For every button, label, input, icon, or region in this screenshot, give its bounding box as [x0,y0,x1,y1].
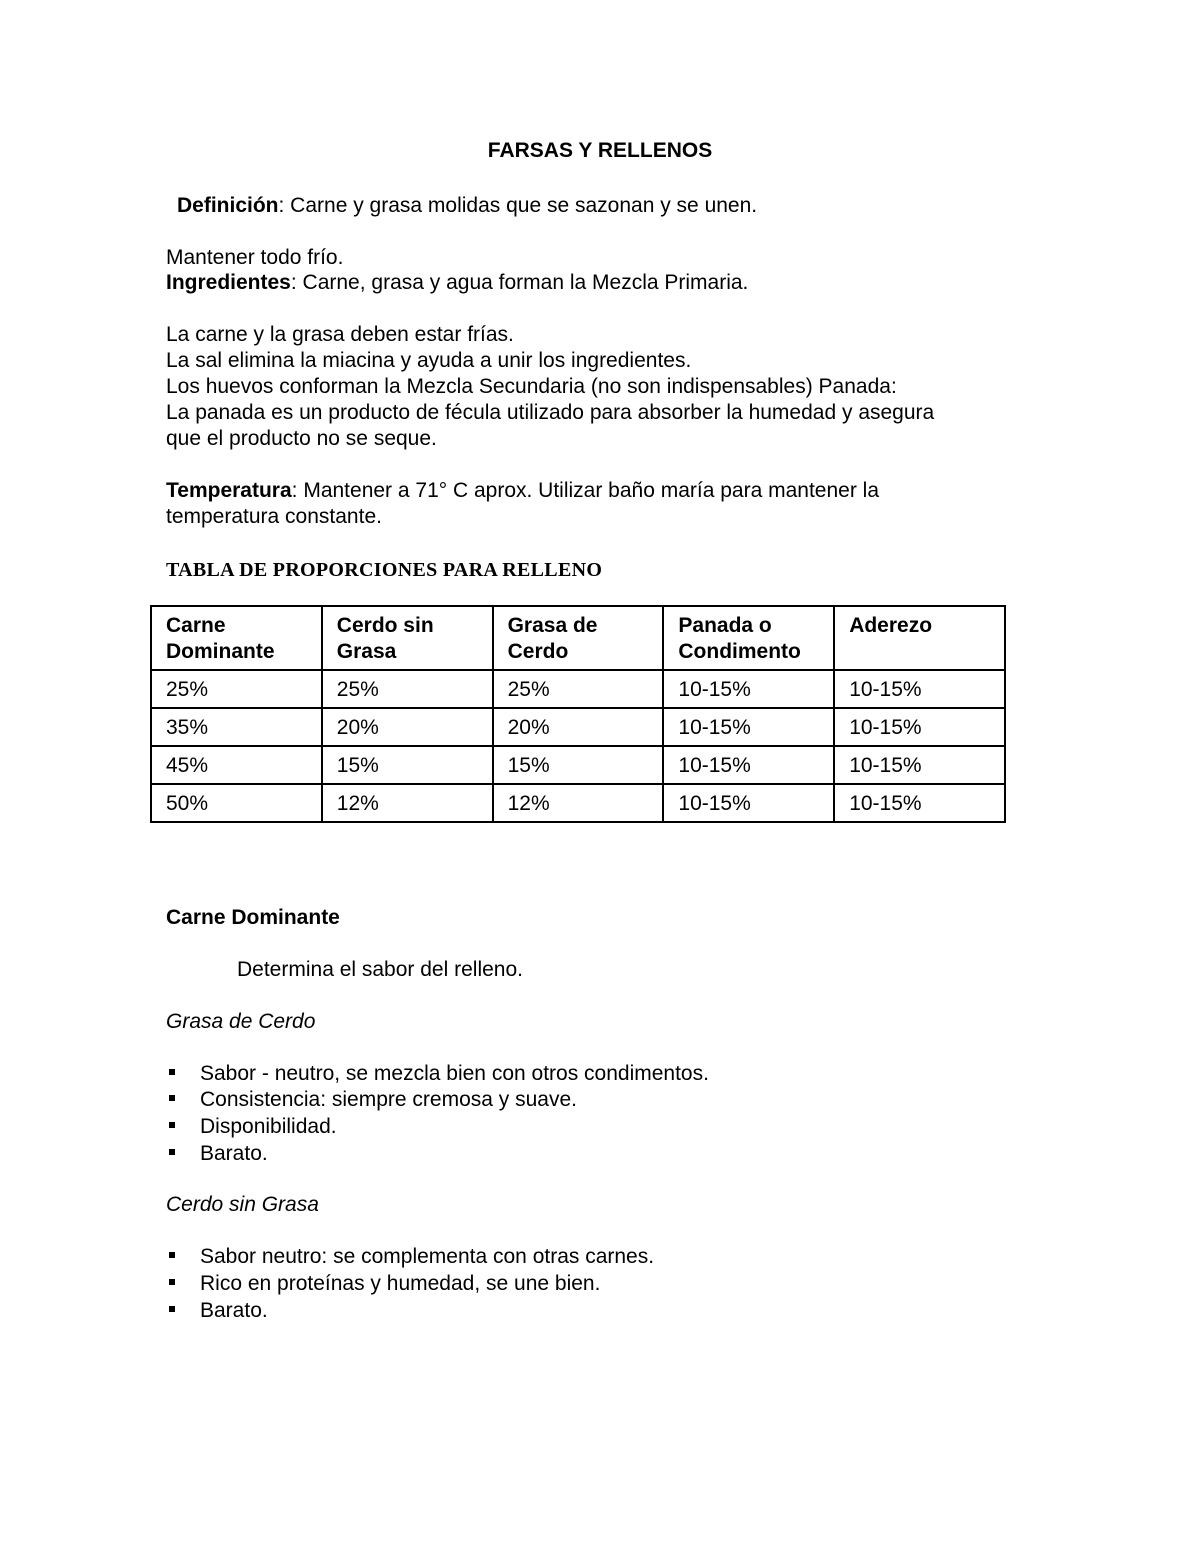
table-cell: 10-15% [834,670,1005,708]
temperature-line [166,478,879,504]
table-cell: 10-15% [663,784,834,822]
paragraph-line: La carne y la grasa deben estar frías. [166,323,514,346]
table-cell: 12% [322,784,493,822]
table-cell: 20% [493,708,664,746]
temperature-text: : Mantener a 71° C aprox. Utilizar baño maría para mantener la [291,479,880,502]
ingredients-line [166,270,748,296]
table-cell: 50% [151,784,322,822]
keep-cold-line: Mantener todo frío. [166,246,344,269]
table-cell: 20% [322,708,493,746]
header-cell: Aderezo [834,606,1005,670]
table-cell: 15% [322,746,493,784]
table-cell: 10-15% [834,746,1005,784]
definition-label: Definición [177,194,279,217]
list-item: Barato. [200,1299,268,1322]
definition-text: : Carne y grasa molidas que se sazonan y se unen. [278,194,758,217]
section-heading-grasa-de-cerdo: Grasa de Cerdo [166,1010,316,1033]
table-cell: 25% [322,670,493,708]
table-cell: 12% [493,784,664,822]
bullet-icon [169,1306,175,1312]
temperature-label: Temperatura [166,479,292,502]
paragraph-line: que el producto no se seque. [166,427,437,450]
table-cell: 35% [151,708,322,746]
bullet-icon [169,1069,175,1075]
table-cell: 10-15% [834,708,1005,746]
definition-line [177,193,757,219]
table-row [151,708,1005,746]
section-heading-carne-dominante: Carne Dominante [166,906,340,929]
paragraph-line: La panada es un producto de fécula utilizado para absorber la humedad y asegura [166,401,935,424]
bullet-icon [169,1095,175,1101]
list-item: Sabor neutro: se complementa con otras carnes. [200,1245,655,1268]
page-title: FARSAS Y RELLENOS [487,139,713,162]
header-cell: Grasa de Cerdo [493,606,664,670]
header-cell: Panada o Condimento [663,606,834,670]
proportions-table [150,605,1006,823]
bullet-icon [169,1149,175,1155]
table-header-row [151,606,1005,670]
table-cell: 15% [493,746,664,784]
bullet-icon [169,1122,175,1128]
paragraph-line: Los huevos conforman la Mezcla Secundaria (no son indispensables) Panada: [166,375,897,398]
list-item: Consistencia: siempre cremosa y suave. [200,1088,577,1111]
ingredients-text: : Carne, grasa y agua forman la Mezcla Primaria. [290,271,749,294]
list-item: Sabor - neutro, se mezcla bien con otros condimentos. [200,1062,709,1085]
bullet-icon [169,1279,175,1285]
paragraph-line: La sal elimina la miacina y ayuda a unir los ingredientes. [166,349,692,372]
table-row [151,784,1005,822]
temperature-line-2: temperatura constante. [166,505,382,528]
table-cell: 10-15% [663,708,834,746]
bullet-icon [169,1252,175,1258]
list-item: Barato. [200,1142,268,1165]
list-item: Disponibilidad. [200,1115,337,1138]
table-cell: 10-15% [834,784,1005,822]
table-cell: 45% [151,746,322,784]
table-cell: 25% [151,670,322,708]
header-cell: Cerdo sin Grasa [322,606,493,670]
list-item: Rico en proteínas y humedad, se une bien. [200,1272,601,1295]
table-title: TABLA DE PROPORCIONES PARA RELLENO [166,559,603,581]
table-cell: 25% [493,670,664,708]
table-cell: 10-15% [663,670,834,708]
table-cell: 10-15% [663,746,834,784]
table-row [151,746,1005,784]
header-cell: Carne Dominante [151,606,322,670]
carne-dominante-text: Determina el sabor del relleno. [237,958,523,981]
table-row [151,670,1005,708]
ingredients-label: Ingredientes [166,271,291,294]
section-heading-cerdo-sin-grasa: Cerdo sin Grasa [166,1193,319,1216]
